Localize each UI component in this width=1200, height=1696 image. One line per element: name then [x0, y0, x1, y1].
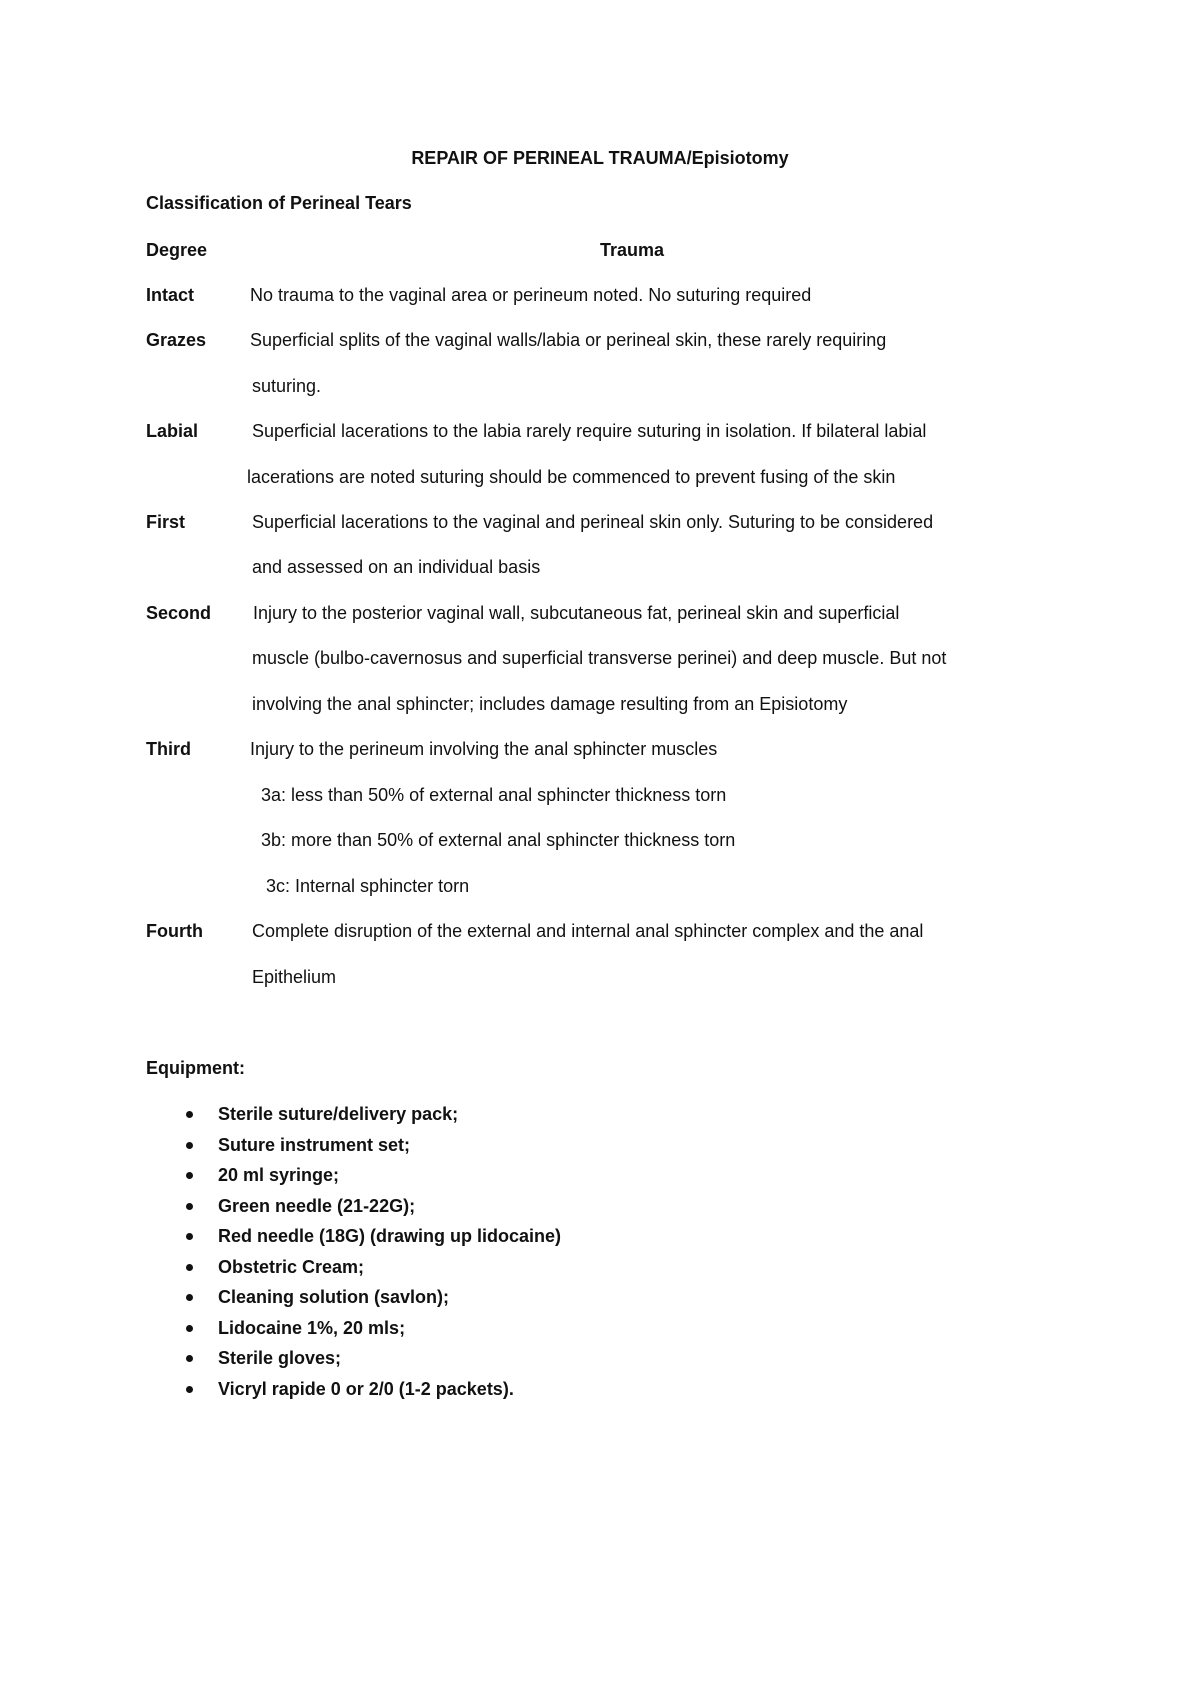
- equipment-item-label: Cleaning solution (savlon);: [218, 1287, 450, 1307]
- degree-second: Second: [146, 603, 212, 623]
- trauma-third-line-1: Injury to the perineum involving the anal sphincter muscles: [250, 739, 718, 759]
- equipment-item: [186, 1348, 561, 1379]
- equipment-item: [186, 1135, 561, 1166]
- trauma-intact-line-1: No trauma to the vaginal area or perineum noted. No suturing required: [250, 285, 812, 305]
- trauma-grazes-line-2: suturing.: [252, 376, 322, 396]
- equipment-item: [186, 1287, 561, 1318]
- equipment-item-label: Obstetric Cream;: [218, 1256, 365, 1277]
- page-title: REPAIR OF PERINEAL TRAUMA/Episiotomy: [411, 148, 789, 168]
- equipment-item: [186, 1196, 561, 1227]
- degree-intact: Intact: [146, 285, 195, 305]
- bullet-icon: [186, 1111, 193, 1118]
- trauma-labial-line-2: lacerations are noted suturing should be commenced to prevent fusing of the skin: [247, 467, 896, 487]
- equipment-item-label: Suture instrument set;: [218, 1134, 411, 1155]
- trauma-grazes-line-1: Superficial splits of the vaginal walls/labia or perineal skin, these rarely requiring: [250, 330, 887, 350]
- trauma-second-line-1: Injury to the posterior vaginal wall, subcutaneous fat, perineal skin and superficial: [253, 603, 900, 623]
- classification-heading: Classification of Perineal Tears: [146, 193, 412, 213]
- bullet-icon: [186, 1172, 193, 1179]
- equipment-item-label: Green needle (21-22G);: [218, 1195, 416, 1216]
- bullet-icon: [186, 1355, 193, 1362]
- degree-first: First: [146, 512, 186, 532]
- equipment-item: [186, 1104, 561, 1135]
- trauma-first-line-2: and assessed on an individual basis: [252, 557, 541, 577]
- equipment-list: [186, 1104, 561, 1409]
- equipment-item-label: Sterile suture/delivery pack;: [218, 1104, 459, 1124]
- trauma-fourth-line-1: Complete disruption of the external and internal anal sphincter complex and the anal: [252, 921, 924, 941]
- equipment-item: [186, 1226, 561, 1257]
- bullet-icon: [186, 1294, 193, 1301]
- equipment-item: [186, 1257, 561, 1288]
- trauma-first-line-1: Superficial lacerations to the vaginal and perineal skin only. Suturing to be considered: [252, 512, 934, 532]
- equipment-item-label: Vicryl rapide 0 or 2/0 (1-2 packets).: [218, 1378, 514, 1399]
- bullet-icon: [186, 1233, 193, 1240]
- degree-labial: Labial: [146, 421, 199, 441]
- equipment-item: [186, 1318, 561, 1349]
- trauma-third-3c: 3c: Internal sphincter torn: [266, 876, 470, 896]
- table-header-trauma: Trauma: [600, 240, 665, 260]
- equipment-item-label: 20 ml syringe;: [218, 1165, 340, 1185]
- trauma-labial-line-1: Superficial lacerations to the labia rarely require suturing in isolation. If bilateral labial: [252, 421, 927, 441]
- trauma-third-3b: 3b: more than 50% of external anal sphincter thickness torn: [261, 830, 736, 850]
- equipment-item: [186, 1165, 561, 1196]
- equipment-item-label: Lidocaine 1%, 20 mls;: [218, 1317, 406, 1338]
- bullet-icon: [186, 1264, 193, 1271]
- bullet-icon: [186, 1142, 193, 1149]
- equipment-item-label: Red needle (18G) (drawing up lidocaine): [218, 1226, 562, 1246]
- equipment-item: [186, 1379, 561, 1410]
- bullet-icon: [186, 1203, 193, 1210]
- table-header-degree: Degree: [146, 240, 208, 260]
- trauma-second-line-3: involving the anal sphincter; includes damage resulting from an Episiotomy: [252, 694, 848, 714]
- trauma-fourth-line-2: Epithelium: [252, 967, 337, 987]
- equipment-item-label: Sterile gloves;: [218, 1348, 342, 1368]
- trauma-second-line-2: muscle (bulbo-cavernosus and superficial transverse perinei) and deep muscle. But not: [252, 648, 947, 668]
- equipment-heading: Equipment:: [146, 1058, 245, 1078]
- bullet-icon: [186, 1325, 193, 1332]
- bullet-icon: [186, 1386, 193, 1393]
- degree-grazes: Grazes: [146, 330, 207, 350]
- degree-fourth: Fourth: [146, 921, 203, 941]
- trauma-third-3a: 3a: less than 50% of external anal sphincter thickness torn: [261, 785, 727, 805]
- degree-third: Third: [146, 739, 191, 759]
